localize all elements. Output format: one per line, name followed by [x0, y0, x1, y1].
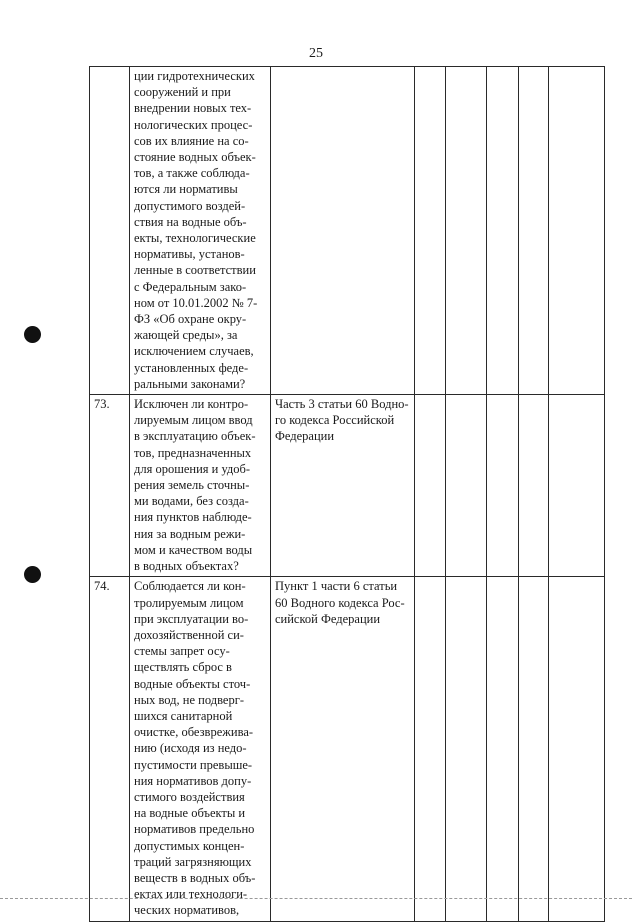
row-number: 74. [90, 577, 130, 921]
answer-cell [415, 577, 446, 921]
answer-cell [446, 67, 487, 395]
checklist-table [89, 66, 605, 922]
page-number: 25 [309, 46, 323, 61]
question-text: Исключен ли контро- лируемым лицом ввод в эксплуатацию объек- тов, предназначенных для орошения и удоб- рения земель сточны- ми водами, без созда- ния пунктов наблюде- ния за водным режи- мом и качеством воды в водных объектах? [134, 397, 256, 574]
question-cell [130, 67, 271, 395]
notes-cell [549, 67, 605, 395]
answer-cell [446, 395, 487, 577]
legal-reference-cell [271, 577, 415, 921]
punch-hole-mark [24, 566, 41, 583]
row-number: 73. [90, 395, 130, 577]
answer-cell [487, 577, 519, 921]
answer-cell [487, 67, 519, 395]
table-row [90, 395, 605, 577]
question-text: ции гидротехнических сооружений и при внедрении новых тех- нологических процес- сов их влияние на со- стояние водных объек- тов, а также соблюда- ются ли нормативы допустимого воздей- ствия на водные объ- екты, технологические нормативы, установ- ленные в соответствии с Федеральным зако- ном от 10.01.2002 № 7- ФЗ «Об охране окру- жающей среды», за исключением случаев, установленных феде- ральными законами? [134, 69, 258, 391]
answer-cell [487, 395, 519, 577]
punch-hole-mark [24, 326, 41, 343]
answer-cell [519, 67, 549, 395]
question-cell [130, 395, 271, 577]
answer-cell [446, 577, 487, 921]
notes-cell [549, 577, 605, 921]
legal-reference-cell [271, 395, 415, 577]
table-row [90, 577, 605, 921]
answer-cell [415, 67, 446, 395]
table-row [90, 67, 605, 395]
page-bottom-edge [0, 898, 632, 899]
legal-reference-text: Пункт 1 части 6 статьи 60 Водного кодекса Рос- сийской Федерации [275, 579, 405, 626]
legal-reference-cell [271, 67, 415, 395]
answer-cell [415, 395, 446, 577]
notes-cell [549, 395, 605, 577]
answer-cell [519, 577, 549, 921]
question-cell [130, 577, 271, 921]
question-text: Соблюдается ли кон- тролируемым лицом при эксплуатации во- дохозяйственной си- стемы запрет осу- ществлять сброс в водные объекты сточ- ных вод, не подверг- шихся санитарной очистке, обезврежива- нию (исходя из недо- пустимости превыше- ния нормативов допу- стимого воздействия на водные объекты и нормативов предельно допустимых концен- траций загрязняющих веществ в водных объ- ектах или технологи- ческих нормативов, [134, 579, 256, 918]
answer-cell [519, 395, 549, 577]
legal-reference-text: Часть 3 статьи 60 Водно- го кодекса Российской Федерации [275, 397, 409, 444]
row-number [90, 67, 130, 395]
